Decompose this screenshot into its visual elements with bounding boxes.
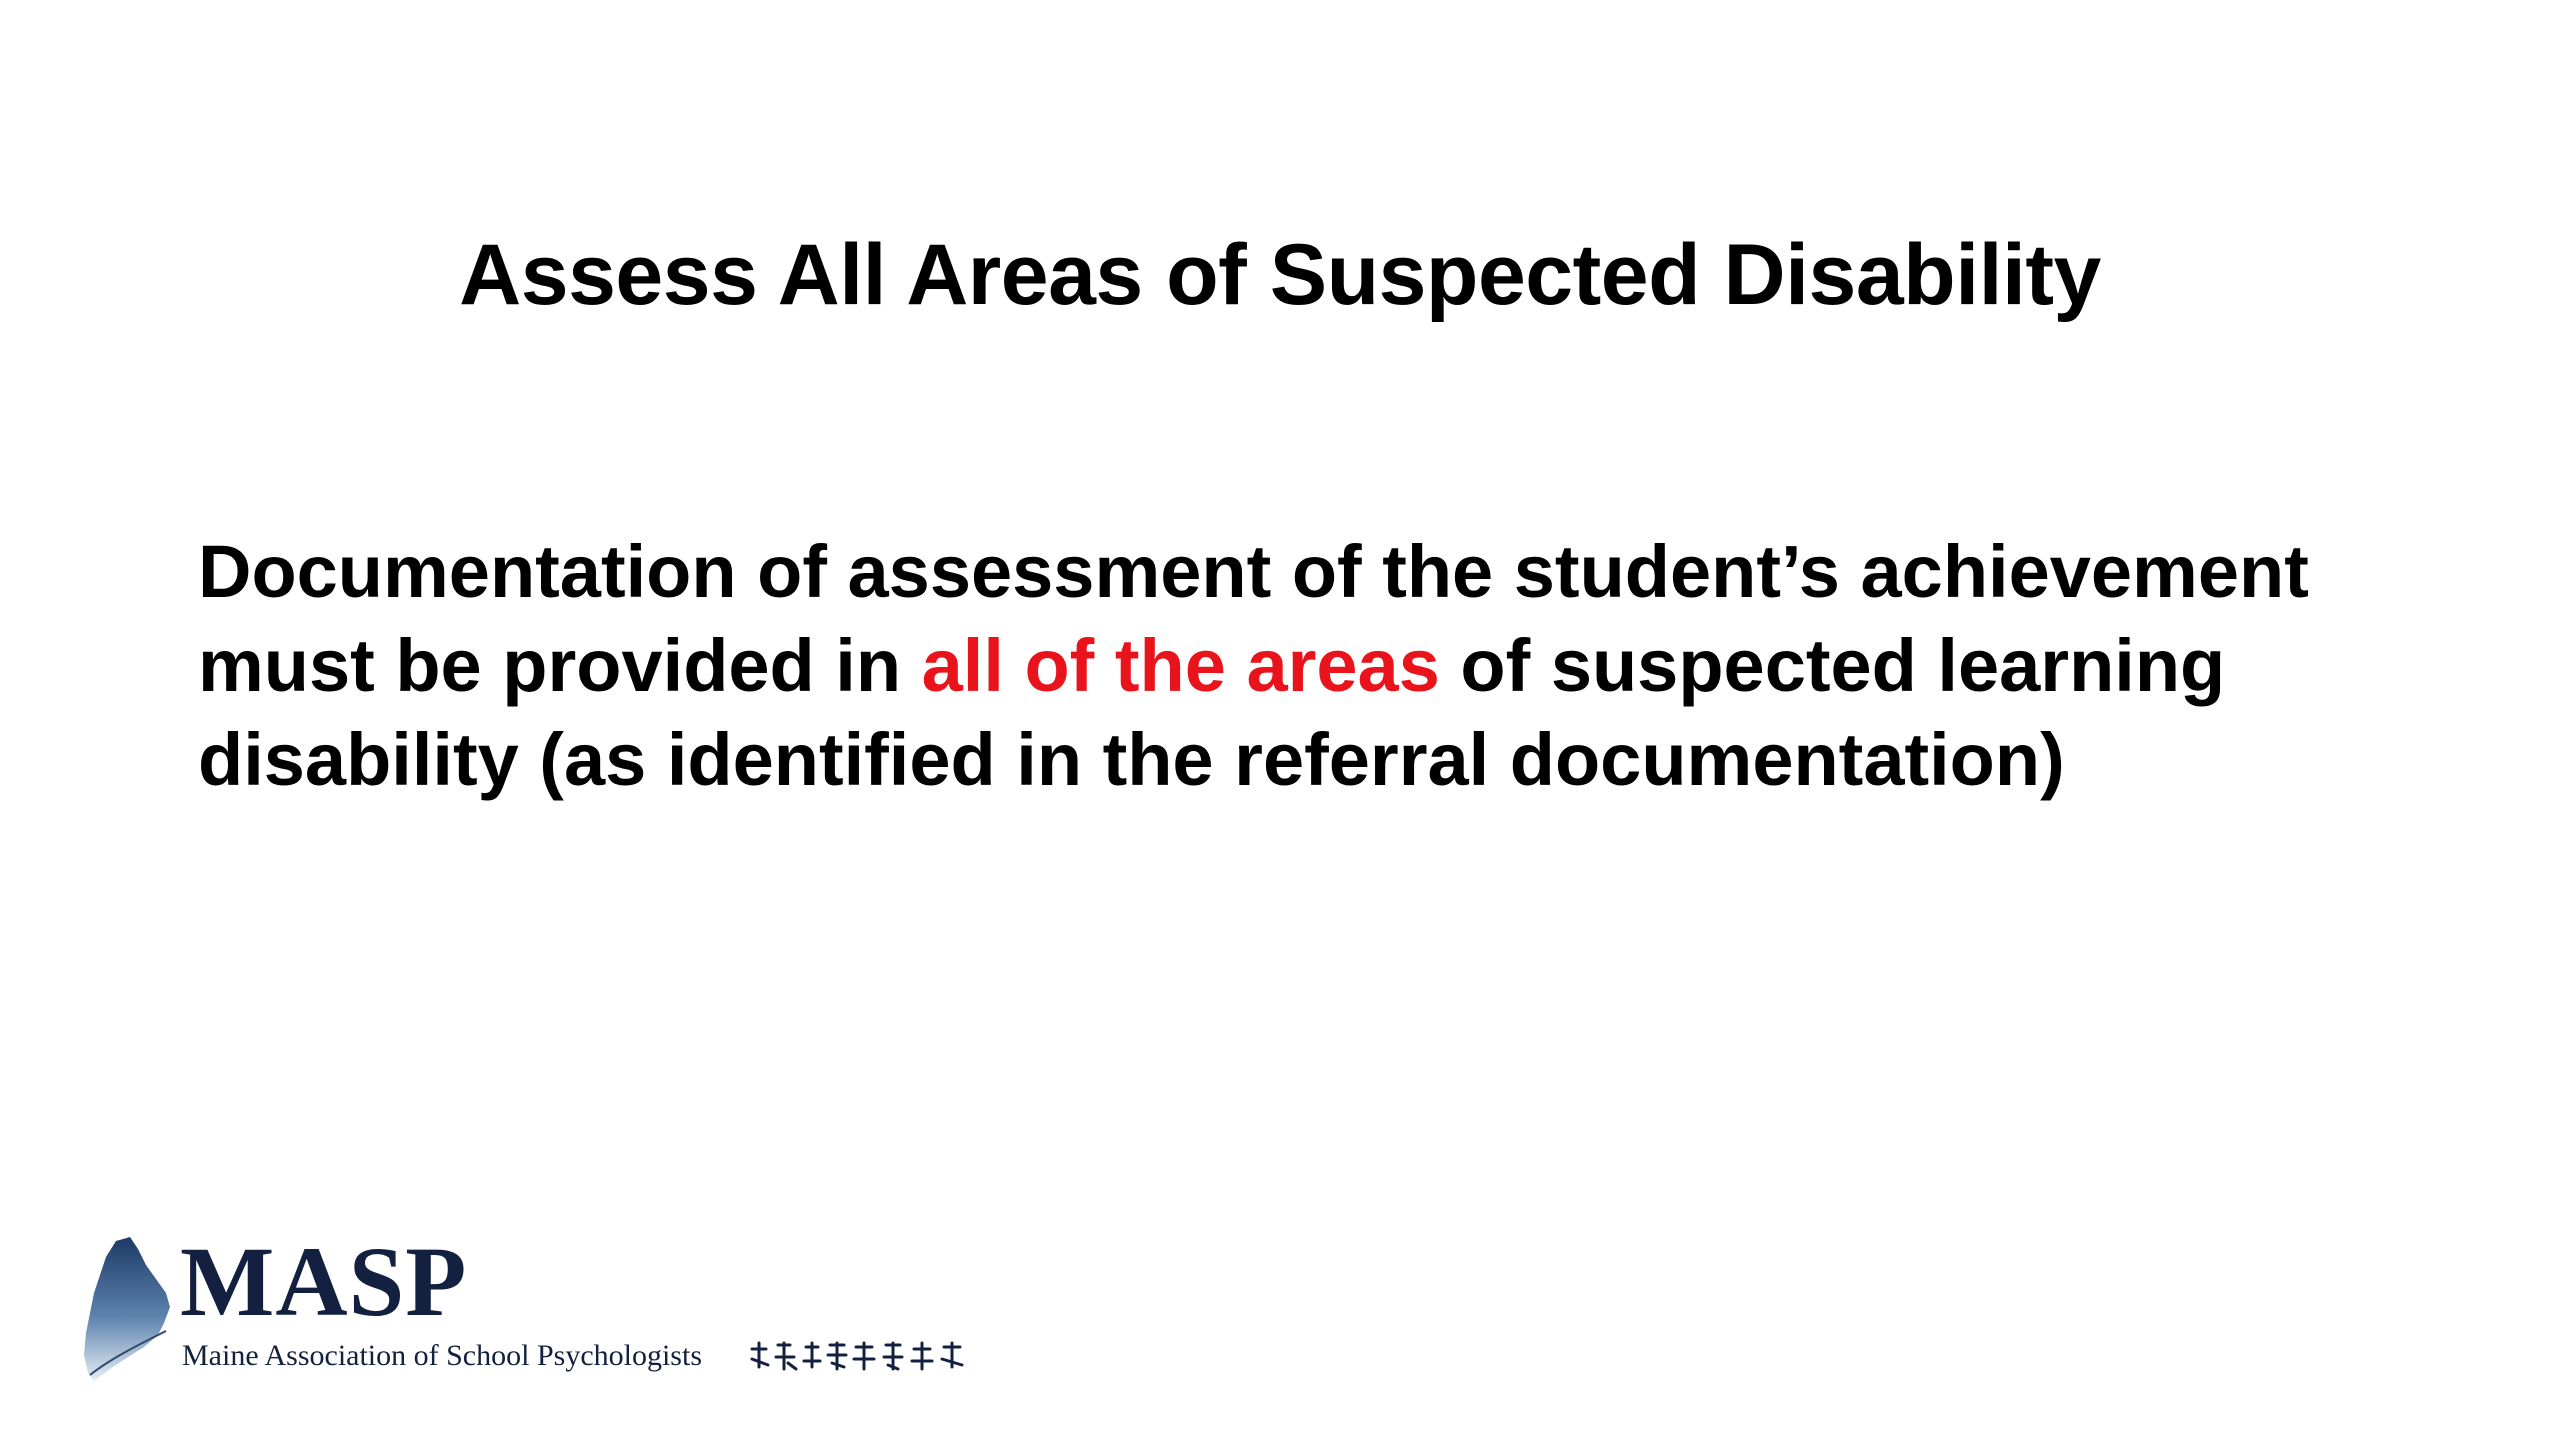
logo-script-mark — [748, 1339, 978, 1373]
maine-map-icon — [80, 1235, 180, 1385]
logo-subtitle: Maine Association of School Psychologists — [182, 1339, 702, 1372]
slide-body — [198, 525, 2438, 807]
body-line-2-end: of suspected learning — [1439, 624, 2226, 707]
masp-logo — [80, 1226, 1000, 1385]
body-line-3: disability (as identified in the referral documentation) — [198, 718, 2065, 801]
body-line-2 — [198, 619, 2438, 713]
highlighted-phrase: all of the areas — [921, 624, 1440, 707]
logo-title: MASP — [180, 1226, 468, 1337]
body-line-2-start: must be provided in — [198, 624, 922, 707]
slide-title: Assess All Areas of Suspected Disability — [459, 227, 2101, 323]
body-line-1: Documentation of assessment of the student’s achievement — [198, 530, 2309, 613]
